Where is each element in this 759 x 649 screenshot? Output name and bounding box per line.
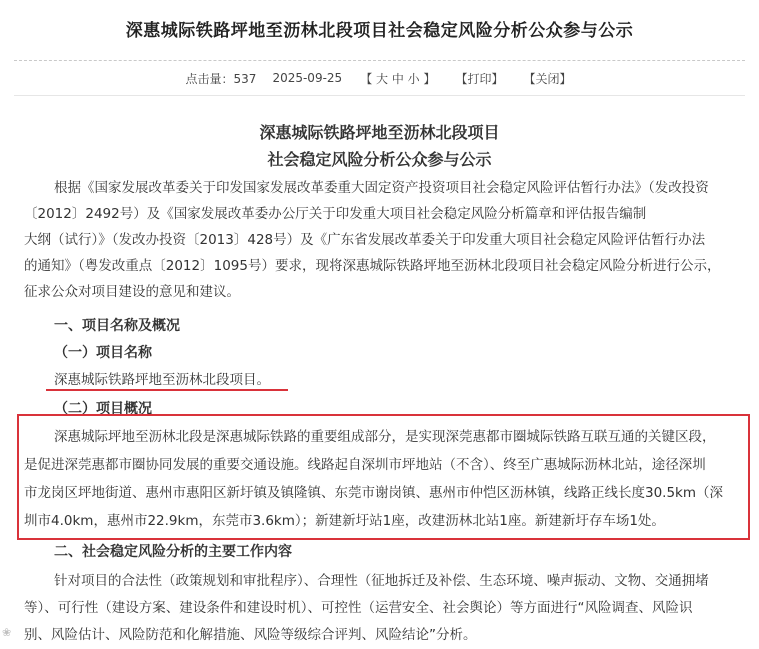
close-button[interactable]: 【关闭】 xyxy=(523,71,572,86)
project-name: 深惠城际铁路坪地至沥林北段项目。 xyxy=(54,372,270,388)
intro-line: 的通知》（粤发改重点〔2012〕1095号）要求，现将深惠城际铁路坪地至沥林北段项目社会稳定风险分析进行公示， xyxy=(24,258,721,274)
intro-line: 〔2012〕2492号）及《国家发展改革委办公厅关于印发重大项目社会稳定风险分析篇章和评估报告编制 xyxy=(24,206,647,222)
subsection-heading: （二）项目概况 xyxy=(54,401,152,417)
publish-date: 2025-09-25 xyxy=(272,71,343,85)
article-title-line1: 深惠城际铁路坪地至沥林北段项目 xyxy=(259,123,500,142)
highlight-underline xyxy=(46,389,288,391)
view-count xyxy=(186,70,257,87)
view-count-value: 537 xyxy=(233,71,257,86)
overview-line: 圳市4.0km，惠州市22.9km，东莞市3.6km）；新建新圩站1座，改建沥林北站1座。新建新圩存车场1处。 xyxy=(24,513,665,529)
font-size-switch[interactable]: 【 大 中 小 】 xyxy=(360,71,436,86)
section-heading: 二、社会稳定风险分析的主要工作内容 xyxy=(54,544,292,560)
overview-line: 市龙岗区坪地街道、惠州市惠阳区新圩镇及镇隆镇、东莞市谢岗镇、惠州市仲恺区沥林镇，线路正线长度30.5km（深 xyxy=(24,485,724,501)
intro-line: 根据《国家发展改革委关于印发国家发展改革委重大固定资产投资项目社会稳定风险评估暂行办法》（发改投资 xyxy=(54,180,709,196)
content-line: 等）、可行性（建设方案、建设条件和建设时机）、可控性（运营安全、社会舆论）等方面进行“风险调查、风险识 xyxy=(24,600,693,616)
overview-line: 深惠城际坪地至沥林北段是深惠城际铁路的重要组成部分，是实现深莞惠都市圈城际铁路互联互通的关键区段， xyxy=(54,429,716,445)
view-count-label: 点击量： xyxy=(185,71,234,86)
subsection-heading: （一）项目名称 xyxy=(54,345,152,361)
content-line: 别、风险估计、风险防范和化解措施、风险等级综合评判、风险结论”分析。 xyxy=(24,627,477,643)
watermark-icon: ❀ xyxy=(2,626,12,639)
intro-line: 征求公众对项目建设的意见和建议。 xyxy=(24,284,240,300)
intro-line: 大纲（试行）》（发改办投资〔2013〕428号）及《广东省发展改革委关于印发重大项目社会稳定风险评估暂行办法 xyxy=(24,232,706,248)
meta-bar xyxy=(14,60,745,96)
article-title-line2: 社会稳定风险分析公众参与公示 xyxy=(267,150,492,169)
print-button[interactable]: 【打印】 xyxy=(455,71,504,86)
content-line: 针对项目的合法性（政策规划和审批程序）、合理性（征地拆迁及补偿、生态环境、噪声振动、文物、交通拥堵 xyxy=(54,573,709,589)
page-title: 深惠城际铁路坪地至沥林北段项目社会稳定风险分析公众参与公示 xyxy=(125,21,634,41)
overview-line: 是促进深莞惠都市圈协同发展的重要交通设施。线路起自深圳市坪地站（不含）、终至广惠城际沥林北站，途径深圳 xyxy=(24,457,706,473)
section-heading: 一、项目名称及概况 xyxy=(54,318,180,334)
